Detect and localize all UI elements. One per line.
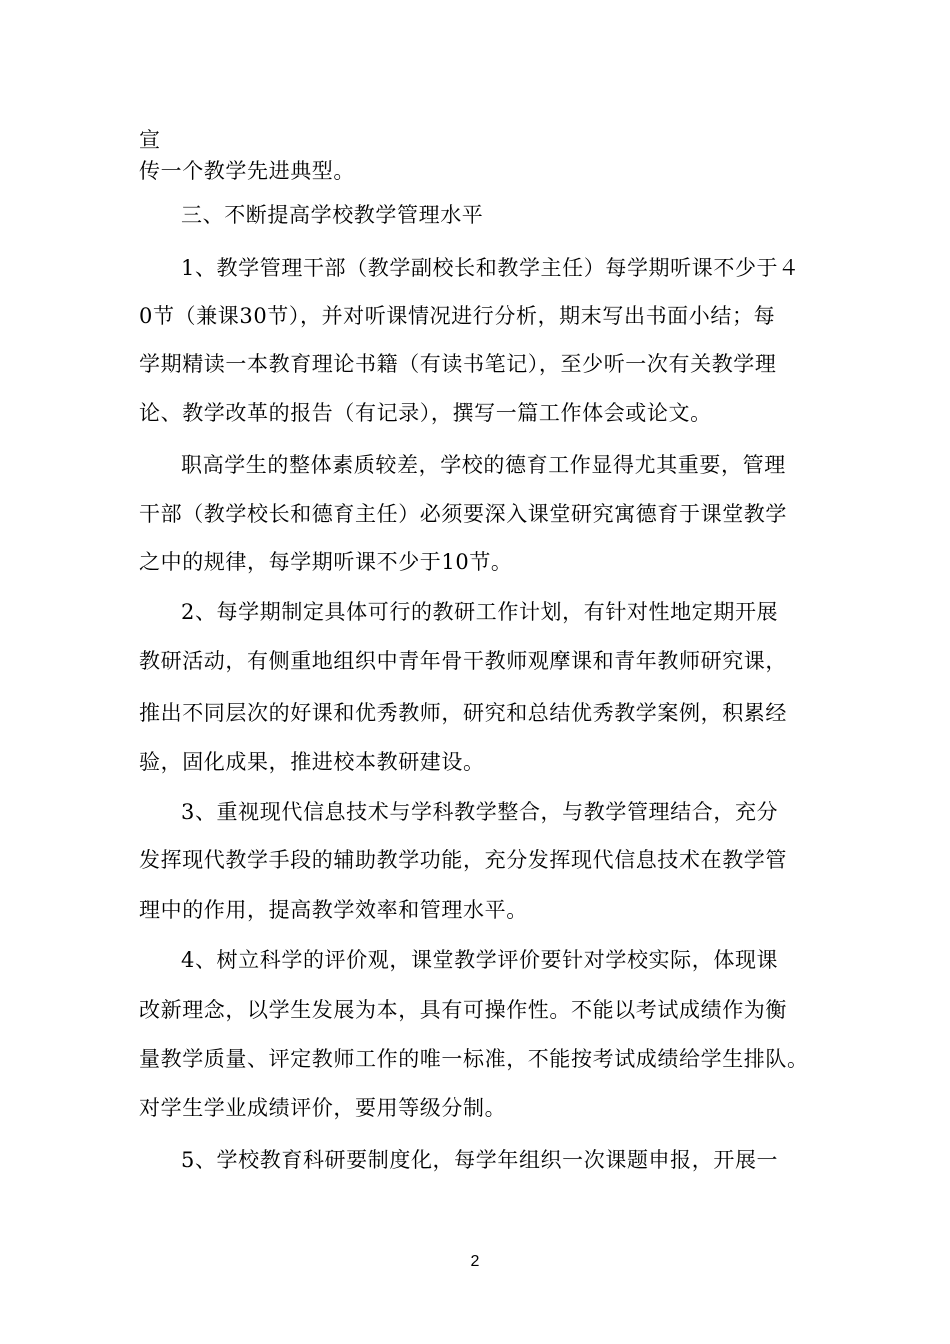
text-line-5: 0节（兼课30节），并对听课情况进行分析，期末写出书面小结；每 <box>139 304 776 328</box>
text-line-9: 干部（教学校长和德育主任）必须要深入课堂研究寓德育于课堂教学 <box>139 502 787 526</box>
text-line-17: 理中的作用，提高教学效率和管理水平。 <box>139 898 528 922</box>
text-line-13: 推出不同层次的好课和优秀教师，研究和总结优秀教学案例，积累经 <box>139 701 787 725</box>
page-number: 2 <box>470 1253 480 1270</box>
text-line-20: 量教学质量、评定教师工作的唯一标准，不能按考试成绩给学生排队。 <box>139 1047 809 1071</box>
text-line-8: 职高学生的整体素质较差，学校的德育工作显得尤其重要，管理 <box>181 453 786 477</box>
text-line-14: 验，固化成果，推进校本教研建设。 <box>139 750 485 774</box>
text-line-4: 1、教学管理干部（教学副校长和教学主任）每学期听课不少于４ <box>181 256 800 280</box>
text-line-6: 学期精读一本教育理论书籍（有读书笔记），至少听一次有关教学理 <box>139 352 777 376</box>
text-line-15: 3、重视现代信息技术与学科教学整合，与教学管理结合，充分 <box>181 800 779 824</box>
text-line-21: 对学生学业成绩评价，要用等级分制。 <box>139 1096 507 1120</box>
text-line-18: 4、树立科学的评价观，课堂教学评价要针对学校实际，体现课 <box>181 948 779 972</box>
text-line-19: 改新理念，以学生发展为本，具有可操作性。不能以考试成绩作为衡 <box>139 998 787 1022</box>
section-heading: 三、不断提高学校教学管理水平 <box>181 203 484 227</box>
text-line-12: 教研活动，有侧重地组织中青年骨干教师观摩课和青年教师研究课， <box>139 649 787 673</box>
text-line-22: 5、学校教育科研要制度化，每学年组织一次课题申报，开展一 <box>181 1148 779 1172</box>
text-line-16: 发挥现代教学手段的辅助教学功能，充分发挥现代信息技术在教学管 <box>139 848 787 872</box>
text-line-1: 宣 <box>139 128 161 152</box>
text-line-10: 之中的规律，每学期听课不少于10节。 <box>139 550 513 574</box>
text-line-7: 论、教学改革的报告（有记录），撰写一篇工作体会或论文。 <box>139 401 712 425</box>
text-line-11: 2、每学期制定具体可行的教研工作计划，有针对性地定期开展 <box>181 600 779 624</box>
text-line-2: 传一个教学先进典型。 <box>139 159 355 183</box>
